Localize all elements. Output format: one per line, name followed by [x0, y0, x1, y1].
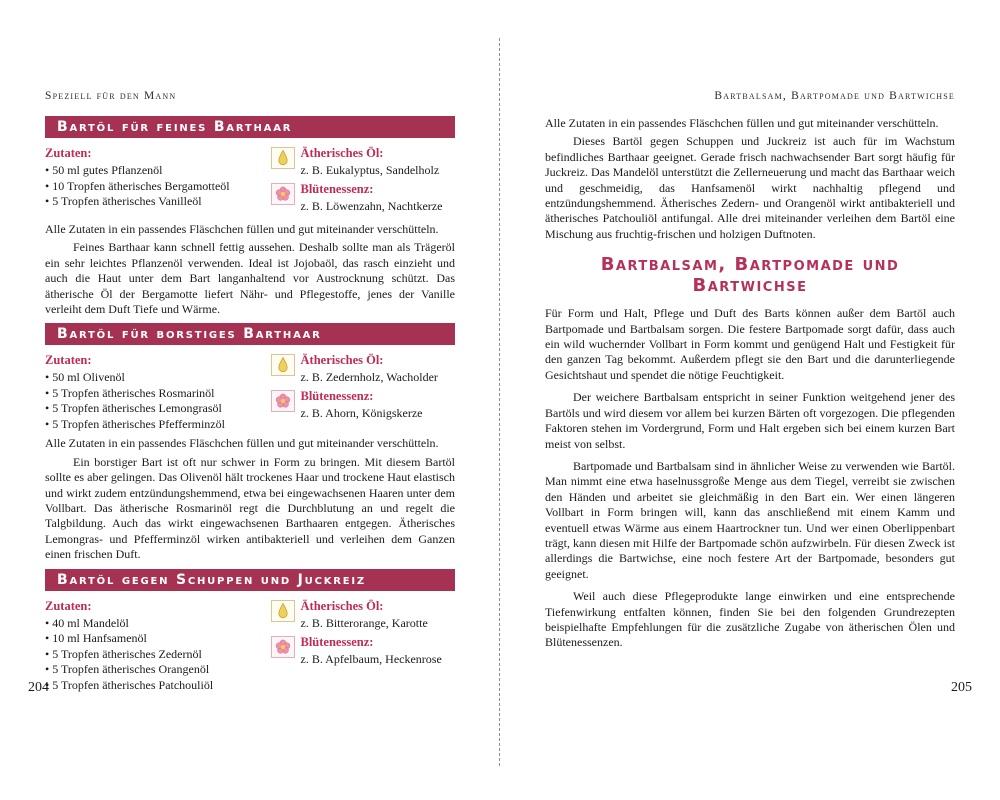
ingredient-item: • 5 Tropfen ätherisches Lemongrasöl	[45, 401, 271, 417]
essential-oil-label: Ätherisches Öl:	[300, 353, 384, 368]
recipe-columns	[45, 146, 455, 218]
page-number-left: 204	[28, 680, 49, 695]
recipe-columns	[45, 353, 455, 432]
recipe-columns	[45, 599, 455, 694]
flower-essence-label: Blütenessenz:	[300, 634, 374, 649]
essential-oil-suggestion: z. B. Bitterorange, Karotte	[300, 615, 428, 630]
flower-essence-suggestion: z. B. Apfelbaum, Heckenrose	[300, 651, 442, 666]
recipe-title-banner	[45, 116, 455, 138]
recipe-title: Bartöl gegen Schuppen und Juckreiz	[57, 571, 366, 588]
running-header-right: Bartbalsam, Bartpomade und Bartwichse	[714, 90, 955, 102]
shake-instruction: Alle Zutaten in ein passendes Fläschchen füllen und gut miteinander verschütteln.	[545, 116, 939, 130]
essential-oil-row	[271, 353, 456, 385]
flower-icon	[271, 183, 295, 214]
ingredient-item: • 10 ml Hanfsamenöl	[45, 631, 271, 647]
ingredients-label: Zutaten:	[45, 353, 92, 368]
section-heading: Bartbalsam, Bartpomade und Bartwichse	[600, 254, 900, 297]
essential-oil-label: Ätherisches Öl:	[300, 146, 384, 160]
ingredient-item: • 40 ml Mandelöl	[45, 616, 271, 632]
page-number-right: 205	[951, 680, 972, 695]
flower-essence-row	[271, 182, 456, 214]
ingredient-list	[45, 370, 271, 432]
essential-oil-suggestion: z. B. Zedernholz, Wacholder	[300, 370, 438, 385]
flower-icon	[271, 636, 295, 667]
flower-essence-suggestion: z. B. Ahorn, Königskerze	[300, 406, 423, 421]
flower-icon	[271, 390, 295, 421]
recipe-title: Bartöl für feines Barthaar	[57, 119, 293, 135]
flower-essence-label: Blütenessenz:	[300, 389, 374, 404]
recipe-title: Bartöl für borstiges Barthaar	[57, 326, 322, 343]
oil-drop-icon	[271, 354, 295, 385]
essential-oil-suggestion: z. B. Eukalyptus, Sandelholz	[300, 163, 440, 177]
essential-oil-label: Ätherisches Öl:	[300, 598, 384, 613]
essential-oil-row	[271, 146, 456, 178]
ingredient-list	[45, 616, 271, 694]
ingredient-item: • 5 Tropfen ätherisches Rosmarinöl	[45, 386, 271, 402]
ingredient-item: • 5 Tropfen ätherisches Vanilleöl	[45, 194, 271, 210]
recipe-schuppen-juckreiz	[45, 569, 455, 694]
flower-essence-row	[271, 635, 456, 667]
recipe-borstiges-barthaar	[45, 323, 455, 562]
flower-essence-label: Blütenessenz:	[300, 182, 374, 196]
shake-instruction: Alle Zutaten in ein passendes Fläschchen füllen und gut miteinander verschütteln.	[45, 222, 439, 236]
body-paragraph: Der weichere Bartbalsam entspricht in seiner Funktion weitgehend jener des Bartöls und wird diesem vor allem bei kurzen Bärten oft vorgezogen. Die pflegenden Faktoren stehen im Vordergrund, Form und Halt ergeben sich bei einem kurzen Bart meist von selbst.	[545, 390, 955, 451]
flower-essence-row	[271, 389, 456, 421]
running-header-left: Speziell für den Mann	[45, 90, 177, 102]
shake-instruction: Alle Zutaten in ein passendes Fläschchen füllen und gut miteinander verschütteln.	[45, 436, 439, 451]
page-205	[500, 0, 1000, 800]
ingredient-item: • 50 ml gutes Pflanzenöl	[45, 163, 271, 179]
recipe-continuation-paragraph: Dieses Bartöl gegen Schuppen und Juckreiz ist auch für im Wachstum befindliches Barthaar geeignet. Gerade frisch nachwachsender Bart sorgt häufig für Juckreiz. Das Mandelöl unterstützt die Zellerneuerung und macht das Barthaar weich und geschmeidig, das Hanfsamenöl wirkt nachhaltig pflegend und entzündungshemmend. Ätherisches Zedern- und Orangenöl wirkt antibakteriell und ätherisches Patchouliöl antifungal. Alle drei miteinander verleihen dem Bartöl eine Mischung aus fruchtig-frischen und holzigen Duftnoten.	[545, 134, 955, 241]
flower-essence-suggestion: z. B. Löwenzahn, Nachtkerze	[300, 199, 443, 213]
ingredient-item: • 5 Tropfen ätherisches Patchouliöl	[45, 678, 271, 694]
oil-drop-icon	[271, 600, 295, 631]
essential-oil-row	[271, 599, 456, 631]
recipe-feines-barthaar	[45, 116, 455, 317]
recipe-description: Feines Barthaar kann schnell fettig aussehen. Deshalb sollte man als Trägeröl ein sehr leichtes Pflanzenöl verwenden. Ideal ist Jojobaöl, das rasch einzieht und auch die Haut unter dem Bart langanhaltend vor Austrocknung schützt. Das ätherische Öl der Bergamotte liefert Nähr- und Pflegestoffe, jenes der Vanille verleiht dem Duft Tiefe und Wärme.	[45, 240, 455, 317]
recipe-title-banner	[45, 323, 455, 345]
ingredients-label: Zutaten:	[45, 598, 92, 613]
recipe-title-banner	[45, 569, 455, 591]
ingredient-item: • 10 Tropfen ätherisches Bergamotteöl	[45, 179, 271, 195]
ingredient-item: • 50 ml Olivenöl	[45, 370, 271, 386]
ingredient-item: • 5 Tropfen ätherisches Pfefferminzöl	[45, 417, 271, 433]
body-paragraph: Für Form und Halt, Pflege und Duft des Barts können außer dem Bartöl auch Bartpomade und Bartbalsam sorgen. Die festere Bartpomade sorgt dafür, dass auch ein wild wuchernder Vollbart in Form kommt und genügend Halt und Festigkeit für den ganzen Tag bekommt. Außerdem pflegt sie den Bart und die darunterliegende Gesichtshaut und spendet die nötige Feuchtigkeit.	[545, 306, 955, 382]
ingredient-list	[45, 163, 271, 210]
ingredient-item: • 5 Tropfen ätherisches Orangenöl	[45, 662, 271, 678]
ingredients-label: Zutaten:	[45, 146, 92, 160]
recipe-description: Ein borstiger Bart ist oft nur schwer in Form zu bringen. Mit diesem Bartöl sollte es aber gelingen. Das Olivenöl hält trockenes Haar und trockene Haut elastisch und wirkt zudem entzündungshemmend, etwa bei eingewachsenen Haaren unter dem Vollbart. Das ätherische Rosmarinöl regt die Durchblutung an und regelt die Talgbildung. Auch das wirkt eingewachsenen Barthaaren entgegen. Ätherisches Lemongras- und Pfefferminzöl wirken antibakteriell und verleihen dem Ganzen einen frischen Duft.	[45, 454, 455, 562]
body-paragraph: Weil auch diese Pflegeprodukte lange einwirken und eine entsprechende Tiefenwirkung entfalten können, finden Sie bei den folgenden Grundrezepten beispielhafte Empfehlungen für die zusätzliche Zugabe von ätherischen Ölen und Blütenessenzen.	[545, 589, 955, 650]
body-paragraph: Bartpomade und Bartbalsam sind in ähnlicher Weise zu verwenden wie Bartöl. Man nimmt eine etwa haselnussgroße Menge aus dem Tiegel, verreibt sie zwischen den Händen und arbeitet sie gleichmäßig in den Bart ein. Wer einen längeren Vollbart in Form bringen will, kann das anschließend mit einem Kamm und eventuell etwas Wärme aus einem Haartrockner tun. Und wer einen Oberlippenbart trägt, kann diesen mit Hilfe der Bartpomade schön aufzwirbeln. Für diesen Zweck ist allerdings die Bartwichse, eine noch festere Art der Bartpomade, besonders gut geeignet.	[545, 458, 955, 581]
oil-drop-icon	[271, 147, 295, 178]
ingredient-item: • 5 Tropfen ätherisches Zedernöl	[45, 647, 271, 663]
